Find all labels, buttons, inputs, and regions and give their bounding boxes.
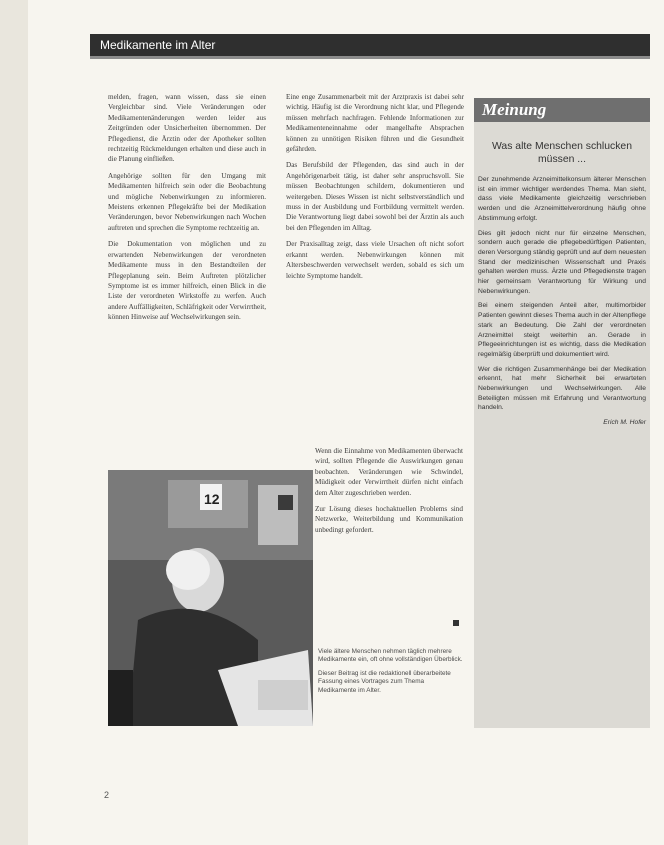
opinion-title: Was alte Menschen schlucken müssen ... bbox=[492, 141, 632, 165]
article-photo bbox=[108, 470, 313, 726]
caption-source: Dieser Beitrag ist die redaktionell überarbeitete Fassung eines Vortrages zum Thema Medikamente im Alter. bbox=[318, 669, 451, 694]
middle-paragraph: Das Berufsbild der Pflegenden, das sind auch in der Angehörigenarbeit tätig, ist daher sehr anspruchsvoll. Sie müssen Beobachtungen schildern, dokumentieren und weitergeben. Dieses Wissen ist nicht selbstverständlich und muss in der Ausbildung und Fortbildung vermittelt werden. Die Verantwortung liegt dabei sowohl bei der Ärztin als auch bei den Pflegenden im Alltag. bbox=[286, 161, 464, 232]
photo-sign-number: 12 bbox=[204, 491, 220, 507]
opinion-paragraph: Bei einem steigenden Anteil alter, multimorbider Patienten gewinnt dieses Thema auch in der Altenpflege stark an Bedeutung. Die Zahl der verordneten Arzneimittel steigt weiterhin an. Gerade in Pflegeeinrichtungen ist es wichtig, dass die Medikation regelmäßig überprüft und dokumentiert wird. bbox=[478, 302, 646, 358]
photo-caption bbox=[318, 648, 464, 700]
caption-text: Viele ältere Menschen nehmen täglich mehrere Medikamente ein, oft ohne vollständigen Überblick. bbox=[318, 648, 463, 664]
middle-paragraph: Eine enge Zusammenarbeit mit der Arztpraxis ist dabei sehr wichtig. Häufig ist die Verordnung nicht klar, und Pflegende müssen mehrfach nachfragen. Fehlende Informationen zur Medikamenteneinnahme oder mangelhafte Absprachen können zu unnötigen Risiken führen und die Gesundheit gefährden. bbox=[286, 93, 464, 154]
page-edge bbox=[0, 0, 28, 845]
article-end-mark bbox=[453, 620, 459, 626]
page-number: 2 bbox=[104, 790, 110, 800]
photo-illustration bbox=[108, 470, 313, 726]
opinion-paragraph: Wer die richtigen Zusammenhänge bei der Medikation erkennt, hat mehr Sicherheit bei erwarteten Nebenwirkungen und Wechselwirkungen. Alle Beteiligten müssen mit Erfahrung und Verantwortung handeln. bbox=[478, 365, 646, 412]
left-paragraph: Angehörige sollten für den Umgang mit Medikamenten hilfreich sein oder die Beobachtung und mögliche Nebenwirkungen zu informieren. Meistens erkennen Pflegekräfte bei der Medikation Veränderungen, bevor Nebenwirkungen nach Wochen auftreten und sprechen die Symptome rechtzeitig an. bbox=[108, 171, 266, 232]
opinion-paragraph: Dies gilt jedoch nicht nur für einzelne Menschen, sondern auch gerade die pflegebedürftigen Patienten, deren Versorgung ständig geprüft und auf dem neuesten Stand der medizinischen Wissenschaft und Praxis gehalten werden muss. Ärzte und Pflegedienste tragen hier gemeinsam Verantwortung für Wirkung und Nebenwirkungen. bbox=[478, 229, 646, 295]
middle-lower-paragraph: Wenn die Einnahme von Medikamenten überwacht wird, sollten Pflegende die Auswirkungen genau beobachten. Veränderungen wie Schwindel, Müdigkeit oder Verwirrtheit dürfen nicht einfach dem Alter zugeschrieben werden. bbox=[315, 447, 463, 497]
left-paragraph: melden, fragen, wann wissen, dass sie einen Vergleichbar sind. Viele Veränderungen oder Medikamentenänderungen werden leider aus Zeitgründen oder Unsicherheiten übernommen. Der Pflegedienst, die Ärztin oder der Apotheker sollten rechtzeitig Rückmeldungen erhalten und diese auch in die Planung einfließen. bbox=[108, 93, 266, 164]
middle-column-lower bbox=[315, 446, 463, 541]
opinion-paragraph: Der zunehmende Arzneimittelkonsum älterer Menschen ist ein immer wichtiger werdendes Thema. Man sieht, dass viele Medikamente gleichzeitig verschrieben werden und die Arzneimittelverordnung häufig ohne Abstimmung erfolgt. bbox=[478, 176, 646, 222]
opinion-label: Meinung bbox=[474, 98, 650, 122]
left-column bbox=[108, 92, 266, 329]
section-header: Medikamente im Alter bbox=[90, 34, 650, 56]
middle-lower-paragraph: Zur Lösung dieses hochaktuellen Problems sind Netzwerke, Weiterbildung und Kommunikation unbedingt gefordert. bbox=[315, 505, 463, 534]
header-rule bbox=[90, 56, 650, 59]
opinion-text bbox=[478, 175, 646, 433]
middle-paragraph: Der Praxisalltag zeigt, dass viele Ursachen oft nicht sofort erkannt werden. Nebenwirkungen können mit Altersbeschwerden verwechselt werden, sobald es sich um leichte Symptome handelt. bbox=[286, 240, 464, 280]
left-paragraph: Die Dokumentation von möglichen und zu erwartenden Nebenwirkungen der verordneten Medikamente muss in den Bestandteilen der Pflegeplanung sein. Beim Auftreten plötzlicher Symptome ist es immer hilfreich, einen Blick in die Liste der verordneten Wirkstoffe zu werfen. Auch andere Auffälligkeiten, Schläfrigkeit oder Verwirrtheit, können Hinweise auf Wechselwirkungen sein. bbox=[108, 240, 266, 322]
middle-column bbox=[286, 92, 464, 287]
opinion-author: Erich M. Hofer bbox=[603, 419, 646, 427]
